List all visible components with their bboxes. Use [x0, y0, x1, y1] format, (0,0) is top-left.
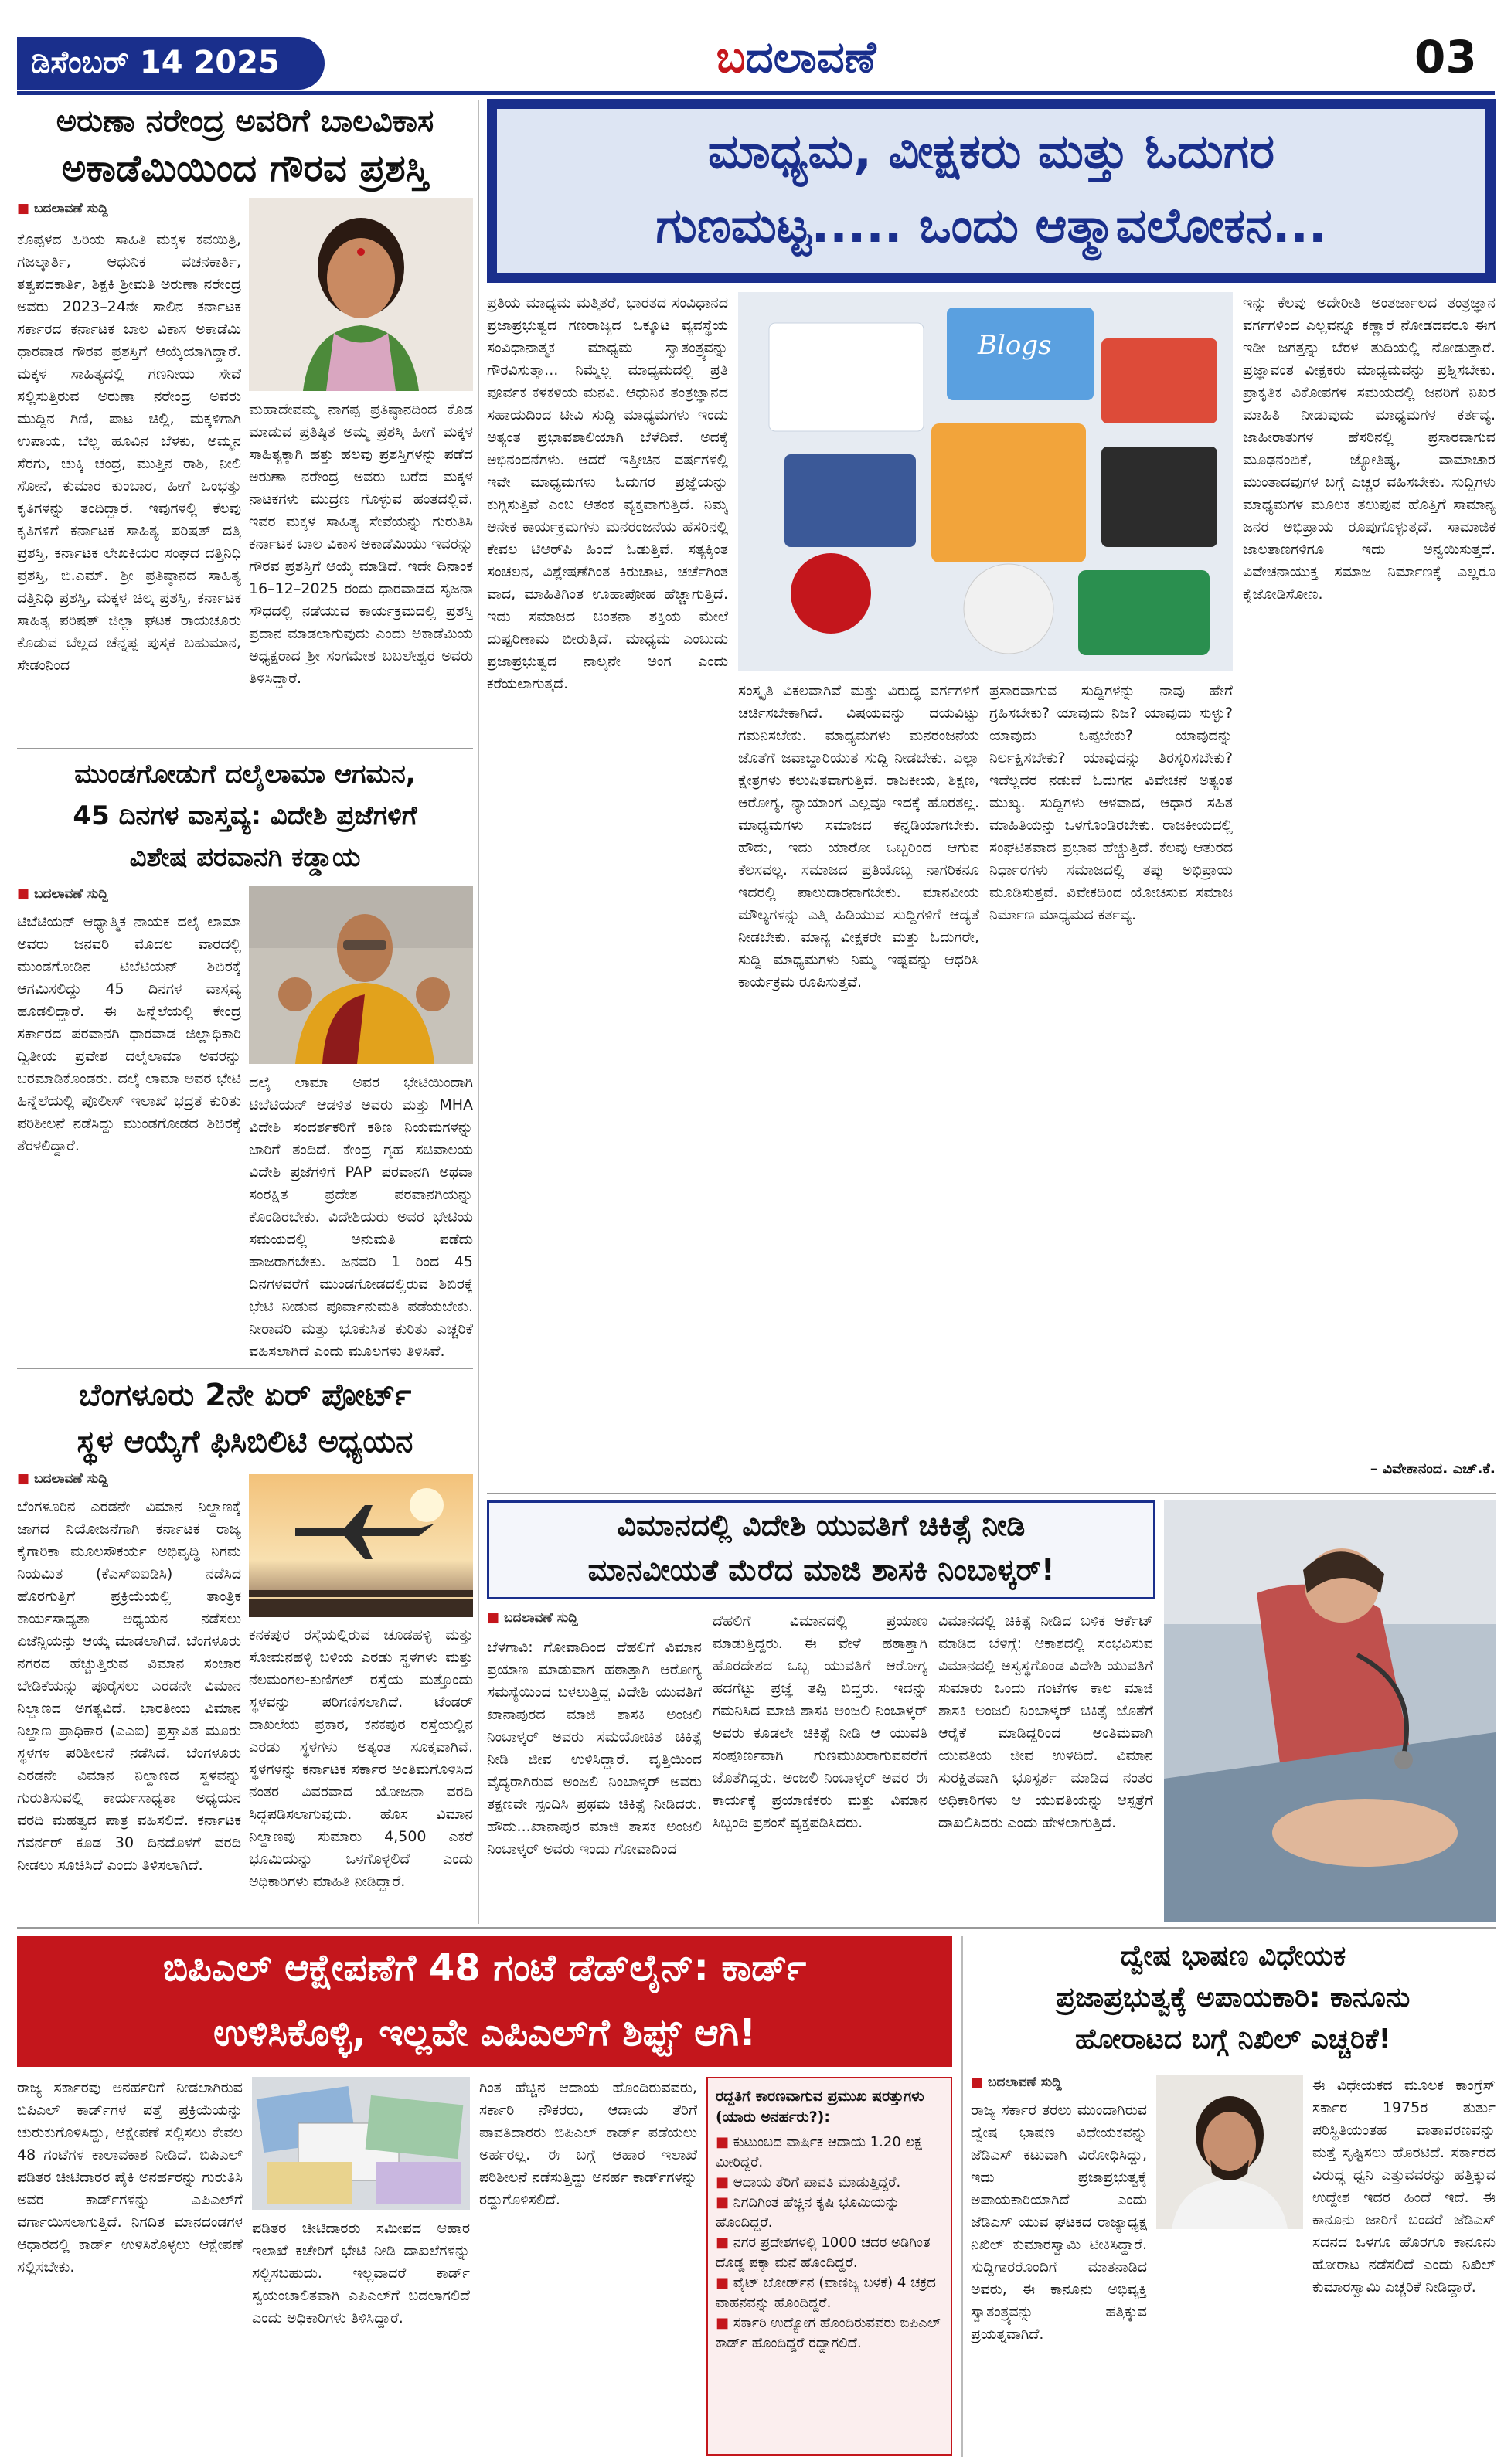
page-number: 03 — [1414, 31, 1477, 83]
dalailama-byline: ■ ಬದಲಾವಣೆ ಸುದ್ದಿ — [17, 886, 108, 902]
logo-rest: ದಲಾವಣೆ — [745, 32, 876, 83]
masthead-rule — [17, 91, 1495, 95]
dalailama-headline-3: ವಿಶೇಷ ಪರವಾನಗಿ ಕಡ್ಡಾಯ — [129, 842, 361, 873]
media-headline-2: ಗುಣಮಟ್ಟ..... ಒಂದು ಆತ್ಮಾವಲೋಕನ... — [655, 197, 1327, 253]
divider-dalailama-airport — [17, 1368, 473, 1369]
dalailama-headline-1: ಮುಂಡಗೋಡುಗೆ ದಲೈಲಾಮಾ ಆಗಮನ, — [74, 759, 416, 790]
media-col-1: ಪ್ರತಿಯ ಮಾಧ್ಯಮ ಮತ್ತಿತರೆ, ಭಾರತದ ಸಂವಿಧಾನದ ಪ್ರಜಾಪ್ರಭುತ್ವದ ಗಣರಾಜ್ಯದ ಒಕ್ಕೂಟ ವ್ಯವಸ್ಥೆಯ ಸಂವಿಧಾನಾತ್ಮಕ ಮಾಧ್ಯಮ ಸ್ವಾತಂತ್ರ್ಯವನ್ನು ಗೌರವಿಸುತ್ತಾ... ನಿಮ್ಮೆಲ್ಲ ಮಾಧ್ಯಮದಲ್ಲಿ ಪ್ರತಿ ಪೂರ್ವಕ ಕಳಕಳಿಯ ಮನವಿ. ಆಧುನಿಕ ತಂತ್ರಜ್ಞಾನದ ಸಹಾಯದಿಂದ ಟೀವಿ ಸುದ್ದಿ ಮಾಧ್ಯಮಗಳು ಇಂದು ಅತ್ಯಂತ ಪ್ರಭಾವಶಾಲಿಯಾಗಿ ಬೆಳೆದಿವೆ. ಅದಕ್ಕೆ ಅಭಿನಂದನೆಗಳು. ಆದರೆ ಇತ್ತೀಚಿನ ವರ್ಷಗಳಲ್ಲಿ ಇವೇ ಮಾಧ್ಯಮಗಳು ಓದುಗರ ಪ್ರಜ್ಞೆಯನ್ನು ಕುಗ್ಗಿಸುತ್ತಿವೆ ಎಂಬ ಆತಂಕ ವ್ಯಕ್ತವಾಗುತ್ತಿದೆ. ನಿಮ್ಮ ಅನೇಕ ಕಾರ್ಯಕ್ರಮಗಳು ಮನರಂಜನೆಯ ಹೆಸರಿನಲ್ಲಿ ಕೇವಲ ಟಿಆರ್‌ಪಿ ಹಿಂದೆ ಓಡುತ್ತಿವೆ. ಸತ್ಯಕ್ಕಿಂತ ಸಂಚಲನ, ವಿಶ್ಲೇಷಣೆಗಿಂತ ಕಿರುಚಾಟ, ಚರ್ಚೆಗಿಂತ ವಾದ, ಮಾಹಿತಿಗಿಂತ ಊಹಾಪೋಹ ಹೆಚ್ಚಾಗುತ್ತಿದೆ. ಇದು ಸಮಾಜದ ಚಿಂತನಾ ಶಕ್ತಿಯ ಮೇಲೆ ದುಷ್ಪರಿಣಾಮ ಬೀರುತ್ತಿದೆ. ಮಾಧ್ಯಮ ಎಂಬುದು ಪ್ರಜಾಪ್ರಭುತ್ವದ ನಾಲ್ಕನೇ ಅಂಗ ಎಂದು ಕರೆಯಲಾಗುತ್ತದೆ. — [487, 294, 728, 692]
date-banner — [17, 37, 325, 90]
bpl-box-item: ■ ನಗರ ಪ್ರದೇಶಗಳಲ್ಲಿ 1000 ಚದರ ಅಡಿಗಿಂತ ದೊಡ್ಡ ಪಕ್ಕಾ ಮನೆ ಹೊಂದಿದ್ದರೆ. — [716, 2235, 931, 2271]
bpl-box-item: ■ ಆದಾಯ ತೆರಿಗೆ ಪಾವತಿ ಮಾಡುತ್ತಿದ್ದರೆ. — [716, 2174, 901, 2190]
hate-speech-story — [971, 1936, 1496, 2457]
hate-col-1: ರಾಜ್ಯ ಸರ್ಕಾರ ತರಲು ಮುಂದಾಗಿರುವ ದ್ವೇಷ ಭಾಷಣ ವಿಧೇಯಕವನ್ನು ಜೆಡಿಎಸ್ ಕಟುವಾಗಿ ವಿರೋಧಿಸಿದ್ದು, ಇದು ಪ್ರಜಾಪ್ರಭುತ್ವಕ್ಕೆ ಅಪಾಯಕಾರಿಯಾಗಿದೆ ಎಂದು ಜೆಡಿಎಸ್ ಯುವ ಘಟಕದ ರಾಜ್ಯಾಧ್ಯಕ್ಷ ನಿಖಿಲ್ ಕುಮಾರಸ್ವಾಮಿ ಟೀಕಿಸಿದ್ದಾರೆ. ಸುದ್ದಿಗಾರರೊಂದಿಗೆ ಮಾತನಾಡಿದ ಅವರು, ಈ ಕಾನೂನು ಅಭಿವ್ಯಕ್ತಿ ಸ್ವಾತಂತ್ರ್ಯವನ್ನು ಹತ್ತಿಕ್ಕುವ ಪ್ರಯತ್ನವಾಗಿದೆ. — [971, 2102, 1147, 2343]
airport-story — [17, 1372, 473, 1919]
media-col-2: ಸಂಸ್ಕೃತಿ ವಿಕಲವಾಗಿವೆ ಮತ್ತು ವಿರುದ್ಧ ವರ್ಗಗಳಿಗೆ ಚರ್ಚಿಸಬೇಕಾಗಿದೆ. ವಿಷಯವನ್ನು ದಯವಿಟ್ಟು ಗಮನಿಸಬೇಕು. ಮಾಧ್ಯಮಗಳು ಮನರಂಜನೆಯ ಜೊತೆಗೆ ಜವಾಬ್ದಾರಿಯುತ ಸುದ್ದಿ ನೀಡಬೇಕು. ಎಲ್ಲಾ ಕ್ಷೇತ್ರಗಳು ಕಲುಷಿತವಾಗುತ್ತಿವೆ. ರಾಜಕೀಯ, ಶಿಕ್ಷಣ, ಆರೋಗ್ಯ, ನ್ಯಾಯಾಂಗ ಎಲ್ಲವೂ ಇದಕ್ಕೆ ಹೊರತಲ್ಲ. ಮಾಧ್ಯಮಗಳು ಸಮಾಜದ ಕನ್ನಡಿಯಾಗಬೇಕು. ಹೌದು, ಇದು ಯಾರೋ ಒಬ್ಬರಿಂದ ಆಗುವ ಕೆಲಸವಲ್ಲ. ಸಮಾಜದ ಪ್ರತಿಯೊಬ್ಬ ನಾಗರಿಕನೂ ಇದರಲ್ಲಿ ಪಾಲುದಾರನಾಗಬೇಕು. ಮಾನವೀಯ ಮೌಲ್ಯಗಳನ್ನು ಎತ್ತಿ ಹಿಡಿಯುವ ಸುದ್ದಿಗಳಿಗೆ ಆದ್ಯತೆ ನೀಡಬೇಕು. ಮಾನ್ಯ ವೀಕ್ಷಕರೇ ಮತ್ತು ಓದುಗರೇ, ಸುದ್ದಿ ಮಾಧ್ಯಮಗಳು ನಿಮ್ಮ ಇಷ್ಟವನ್ನು ಆಧರಿಸಿ ಕಾರ್ಯಕ್ರಮ ರೂಪಿಸುತ್ತವೆ. — [738, 682, 979, 991]
hate-headline-1: ದ್ವೇಷ ಭಾಷಣ ವಿಧೇಯಕ — [1120, 1940, 1346, 1972]
airport-col-1: ಬೆಂಗಳೂರಿನ ಎರಡನೇ ವಿಮಾನ ನಿಲ್ದಾಣಕ್ಕೆ ಜಾಗದ ನಿಯೋಜನೆಗಾಗಿ ಕರ್ನಾಟಕ ರಾಜ್ಯ ಕೈಗಾರಿಕಾ ಮೂಲಸೌಕರ್ಯ ಅಭಿವೃದ್ಧಿ ನಿಗಮ ನಿಯಮಿತ (ಕೆಎಸ್‌ಐಐಡಿಸಿ) ನಡೆಸಿದ ಹೊರಗುತ್ತಿಗೆ ಪ್ರಕ್ರಿಯೆಯಲ್ಲಿ ತಾಂತ್ರಿಕ ಕಾರ್ಯಸಾಧ್ಯತಾ ಅಧ್ಯಯನ ನಡೆಸಲು ಏಜೆನ್ಸಿಯನ್ನು ಆಯ್ಕೆ ಮಾಡಲಾಗಿದೆ. ಬೆಂಗಳೂರು ನಗರದ ಹೆಚ್ಚುತ್ತಿರುವ ವಿಮಾನ ಸಂಚಾರ ಬೇಡಿಕೆಯನ್ನು ಪೂರೈಸಲು ಎರಡನೇ ವಿಮಾನ ನಿಲ್ದಾಣದ ಅಗತ್ಯವಿದೆ. ಭಾರತೀಯ ವಿಮಾನ ನಿಲ್ದಾಣ ಪ್ರಾಧಿಕಾರ (ಎಎಐ) ಪ್ರಸ್ತಾವಿತ ಮೂರು ಸ್ಥಳಗಳ ಪರಿಶೀಲನೆ ನಡೆಸಿದೆ. ಬೆಂಗಳೂರು ಎರಡನೇ ವಿಮಾನ ನಿಲ್ದಾಣದ ಸ್ಥಳವನ್ನು ಗುರುತಿಸುವಲ್ಲಿ ಕಾರ್ಯಸಾಧ್ಯತಾ ಅಧ್ಯಯನ ವರದಿ ಮಹತ್ವದ ಪಾತ್ರ ವಹಿಸಲಿದೆ. ಕರ್ನಾಟಕ ಗವರ್ನರ್ ಕೂಡ 30 ದಿನದೊಳಗೆ ವರದಿ ನೀಡಲು ಸೂಚಿಸಿದೆ ಎಂದು ತಿಳಿಸಲಾಗಿದೆ. — [17, 1498, 241, 1874]
flight-treatment-photo — [1164, 1500, 1496, 1922]
dalailama-col-2: ದಲೈ ಲಾಮಾ ಅವರ ಭೇಟಿಯಿಂದಾಗಿ ಟಿಬೆಟಿಯನ್ ಆಡಳಿತ ಅವರು ಮತ್ತು MHA ವಿದೇಶಿ ಸಂದರ್ಶಕರಿಗೆ ಕಠಿಣ ನಿಯಮಗಳನ್ನು ಜಾರಿಗೆ ತಂದಿದೆ. ಕೇಂದ್ರ ಗೃಹ ಸಚಿವಾಲಯ ವಿದೇಶಿ ಪ್ರಜೆಗಳಿಗೆ PAP ಪರವಾನಗಿ ಅಥವಾ ಸಂರಕ್ಷಿತ ಪ್ರದೇಶ ಪರವಾನಗಿಯನ್ನು ಕೊಂಡಿರಬೇಕು. ವಿದೇಶಿಯರು ಅವರ ಭೇಟಿಯ ಸಮಯದಲ್ಲಿ ಅನುಮತಿ ಪಡೆದು ಹಾಜರಾಗಬೇಕು. ಜನವರಿ 1 ರಿಂದ 45 ದಿನಗಳವರೆಗೆ ಮುಂಡಗೋಡದಲ್ಲಿರುವ ಶಿಬಿರಕ್ಕೆ ಭೇಟಿ ನೀಡುವ ಪೂರ್ವಾನುಮತಿ ಪಡೆಯಬೇಕು. ನೀರಾವರಿ ಮತ್ತು ಭೂಕುಸಿತ ಕುರಿತು ಎಚ್ಚರಿಕೆ ವಹಿಸಲಾಗಿದೆ ಎಂದು ಮೂಲಗಳು ತಿಳಿಸಿವೆ. — [249, 1074, 473, 1359]
hate-headline-3: ಹೋರಾಟದ ಬಗ್ಗೆ ನಿಖಿಲ್ ಎಚ್ಚರಿಕೆ! — [1074, 2024, 1392, 2055]
bpl-headline-banner — [17, 1936, 952, 2067]
divider-aruna-dalailama — [17, 748, 473, 749]
bpl-box-item: ■ ವೈಟ್ ಬೋರ್ಡ್‌ನ (ವಾಣಿಜ್ಯ ಬಳಕೆ) 4 ಚಕ್ರದ ವಾಹನವನ್ನು ಹೊಂದಿದ್ದರೆ. — [716, 2275, 936, 2311]
bpl-box-item: ■ ಕುಟುಂಬದ ವಾರ್ಷಿಕ ಆದಾಯ 1.20 ಲಕ್ಷ ಮೀರಿದ್ದರೆ. — [716, 2134, 922, 2170]
media-col-3: ಪ್ರಸಾರವಾಗುವ ಸುದ್ದಿಗಳನ್ನು ನಾವು ಹೇಗೆ ಗ್ರಹಿಸಬೇಕು? ಯಾವುದು ನಿಜ? ಯಾವುದು ಸುಳ್ಳು? ಯಾವುದು ಒಪ್ಪಬೇಕು? ಯಾವುದನ್ನು ನಿರ್ಲಕ್ಷಿಸಬೇಕು? ಯಾವುದನ್ನು ತಿರಸ್ಕರಿಸಬೇಕು? ಇದೆಲ್ಲದರ ನಡುವೆ ಓದುಗನ ವಿವೇಚನೆ ಅತ್ಯಂತ ಮುಖ್ಯ. ಸುದ್ದಿಗಳು ಆಳವಾದ, ಆಧಾರ ಸಹಿತ ಮಾಹಿತಿಯನ್ನು ಒಳಗೊಂಡಿರಬೇಕು. ರಾಜಕೀಯದಲ್ಲಿ ಸಂಘಟಿತವಾದ ಪ್ರಭಾವ ಹೆಚ್ಚುತ್ತಿದೆ. ಕೆಲವು ಆತುರದ ನಿರ್ಧಾರಗಳು ಸಮಾಜದಲ್ಲಿ ತಪ್ಪು ಅಭಿಪ್ರಾಯ ಮೂಡಿಸುತ್ತವೆ. ವಿವೇಕದಿಂದ ಯೋಚಿಸುವ ಸಮಾಜ ನಿರ್ಮಾಣ ಮಾಧ್ಯಮದ ಕರ್ತವ್ಯ. — [989, 682, 1233, 923]
airport-col-2: ಕನಕಪುರ ರಸ್ತೆಯಲ್ಲಿರುವ ಚೂಡಹಳ್ಳಿ ಮತ್ತು ಸೋಮನಹಳ್ಳಿ ಬಳಿಯ ಎರಡು ಸ್ಥಳಗಳು ಮತ್ತು ನೆಲಮಂಗಲ-ಕುಣಿಗಲ್ ರಸ್ತೆಯ ಮತ್ತೊಂದು ಸ್ಥಳವನ್ನು ಪರಿಗಣಿಸಲಾಗಿದೆ. ಟೆಂಡರ್ ದಾಖಲೆಯ ಪ್ರಕಾರ, ಕನಕಪುರ ರಸ್ತೆಯಲ್ಲಿನ ಎರಡು ಸ್ಥಳಗಳು ಅತ್ಯಂತ ಸೂಕ್ತವಾಗಿವೆ. ಸ್ಥಳಗಳನ್ನು ಕರ್ನಾಟಕ ಸರ್ಕಾರ ಅಂತಿಮಗೊಳಿಸಿದ ನಂತರ ವಿವರವಾದ ಯೋಜನಾ ವರದಿ ಸಿದ್ಧಪಡಿಸಲಾಗುವುದು. ಹೊಸ ವಿಮಾನ ನಿಲ್ದಾಣವು ಸುಮಾರು 4,500 ಎಕರೆ ಭೂಮಿಯನ್ನು ಒಳಗೊಳ್ಳಲಿದೆ ಎಂದು ಅಧಿಕಾರಿಗಳು ಮಾಹಿತಿ ನೀಡಿದ್ದಾರೆ. — [249, 1626, 473, 1890]
bpl-headline-1: ಬಿಪಿಎಲ್ ಆಕ್ಷೇಪಣೆಗೆ 48 ಗಂಟೆ ಡೆಡ್‌ಲೈನ್: ಕಾರ್ಡ್ — [162, 1946, 807, 1990]
nimbalkar-headline-box — [487, 1500, 1155, 1599]
aruna-byline: ■ ಬದಲಾವಣೆ ಸುದ್ದಿ — [17, 201, 473, 216]
media-banner — [487, 99, 1496, 283]
date-text: ಡಿಸೆಂಬರ್ 14 2025 — [31, 45, 280, 80]
nimbalkar-col-3: ವಿಮಾನದಲ್ಲಿ ಚಿಕಿತ್ಸೆ ನೀಡಿದ ಬಳಿಕ ಆರ್ಕೆಟ್ ಮಾಡಿದ ಬೆಳಿಗ್ಗೆ: ಆಕಾಶದಲ್ಲಿ ಸಂಭವಿಸುವ ವಿಮಾನದಲ್ಲಿ ಅಸ್ವಸ್ಥಗೊಂಡ ವಿದೇಶಿ ಯುವತಿಗೆ ಸುಮಾರು ಒಂದು ಗಂಟೆಗಳ ಕಾಲ ಮಾಜಿ ಶಾಸಕಿ ಅಂಜಲಿ ನಿಂಬಾಳ್ಕರ್ ಚಿಕಿತ್ಸೆ ಜೊತೆಗೆ ಆರೈಕೆ ಮಾಡಿದ್ದರಿಂದ ಅಂತಿಮವಾಗಿ ಯುವತಿಯ ಜೀವ ಉಳಿದಿದೆ. ವಿಮಾನ ಸುರಕ್ಷಿತವಾಗಿ ಭೂಸ್ಪರ್ಶ ಮಾಡಿದ ನಂತರ ಅಧಿಕಾರಿಗಳು ಆ ಯುವತಿಯನ್ನು ಆಸ್ಪತ್ರೆಗೆ ದಾಖಲಿಸಿದರು ಎಂದು ಹೇಳಲಾಗುತ್ತಿದೆ. — [938, 1613, 1153, 1831]
aruna-portrait-photo — [249, 198, 473, 391]
bpl-col-1: ರಾಜ್ಯ ಸರ್ಕಾರವು ಅನರ್ಹರಿಗೆ ನೀಡಲಾಗಿರುವ ಬಿಪಿಎಲ್ ಕಾರ್ಡ್‌ಗಳ ಪತ್ತೆ ಪ್ರಕ್ರಿಯೆಯನ್ನು ಚುರುಕುಗೊಳಿಸಿದ್ದು, ಆಕ್ಷೇಪಣೆ ಸಲ್ಲಿಸಲು ಕೇವಲ 48 ಗಂಟೆಗಳ ಕಾಲಾವಕಾಶ ನೀಡಿದೆ. ಬಿಪಿಎಲ್ ಪಡಿತರ ಚೀಟಿದಾರರ ಪೈಕಿ ಅನರ್ಹರನ್ನು ಗುರುತಿಸಿ ಅವರ ಕಾರ್ಡ್‌ಗಳನ್ನು ಎಪಿಎಲ್‌ಗೆ ವರ್ಗಾಯಿಸಲಾಗುತ್ತಿದೆ. ನಿಗದಿತ ಮಾನದಂಡಗಳ ಆಧಾರದಲ್ಲಿ ಕಾರ್ಡ್ ಉಳಿಸಿಕೊಳ್ಳಲು ಆಕ್ಷೇಪಣೆ ಸಲ್ಲಿಸಬೇಕು. — [17, 2079, 243, 2275]
media-signature: – ವಿವೇಕಾನಂದ. ಎಚ್.ಕೆ. — [1370, 1460, 1496, 1477]
media-headline-1: ಮಾಧ್ಯಮ, ವೀಕ್ಷಕರು ಮತ್ತು ಓದುಗರ — [707, 123, 1275, 179]
bpl-box-list — [716, 2133, 943, 2354]
ration-cards-photo — [252, 2077, 470, 2210]
aruna-headline-2: ಅಕಾಡೆಮಿಯಿಂದ ಗೌರವ ಪ್ರಶಸ್ತಿ — [61, 147, 429, 190]
aruna-headline-1: ಅರುಣಾ ನರೇಂದ್ರ ಅವರಿಗೆ ಬಾಲವಿಕಾಸ — [56, 104, 434, 139]
divider-left-column — [478, 100, 479, 1924]
bpl-box-item: ■ ನಿಗದಿಗಿಂತ ಹೆಚ್ಚಿನ ಕೃಷಿ ಭೂಮಿಯನ್ನು ಹೊಂದಿದ್ದರೆ. — [716, 2194, 900, 2231]
aruna-col-1: ಕೊಪ್ಪಳದ ಹಿರಿಯ ಸಾಹಿತಿ ಮಕ್ಕಳ ಕವಯಿತ್ರಿ, ಗಜಲ್ಕಾರ್ತಿ, ಆಧುನಿಕ ವಚನಕಾರ್ತಿ, ತತ್ವಪದಕಾರ್ತಿ, ಶಿಕ್ಷಕಿ ಶ್ರೀಮತಿ ಅರುಣಾ ನರೇಂದ್ರ ಅವರು 2023–24ನೇ ಸಾಲಿನ ಕರ್ನಾಟಕ ಸರ್ಕಾರದ ಕರ್ನಾಟಕ ಬಾಲ ವಿಕಾಸ ಅಕಾಡೆಮಿ ಧಾರವಾಡ ಗೌರವ ಪ್ರಶಸ್ತಿಗೆ ಆಯ್ಕೆಯಾಗಿದ್ದಾರೆ. ಮಕ್ಕಳ ಸಾಹಿತ್ಯದಲ್ಲಿ ಗಣನೀಯ ಸೇವೆ ಸಲ್ಲಿಸುತ್ತಿರುವ ಅರುಣಾ ನರೇಂದ್ರ ಅವರು ಮುದ್ದಿನ ಗಿಣಿ, ಪಾಟ ಚಿಲ್ಲಿ, ಮಕ್ಕಳಿಗಾಗಿ ಉಪಾಯ, ಬೆಲ್ಲ ಹೂವಿನ ಬೆಳಕು, ಅಮ್ಮನ ಸೆರಗು, ಚುಕ್ಕಿ ಚಂದ್ರ, ಮುತ್ತಿನ ರಾಶಿ, ನೀಲಿ ಸೋನೆ, ಕುಮಾರ ಕುಂಬಾರ, ಹೀಗೆ ಒಂಭತ್ತು ಕೃತಿಗಳನ್ನು ತಂದಿದ್ದಾರೆ. ಇವುಗಳಲ್ಲಿ ಕೆಲವು ಕೃತಿಗಳಿಗೆ ಕರ್ನಾಟಕ ಸಾಹಿತ್ಯ ಪರಿಷತ್ ದತ್ತಿ ಪ್ರಶಸ್ತಿ, ಕರ್ನಾಟಕ ಲೇಖಕಿಯರ ಸಂಘದ ದತ್ತಿನಿಧಿ ಪ್ರಶಸ್ತಿ, ಬಿ.ಎಮ್. ಶ್ರೀ ಪ್ರತಿಷ್ಠಾನದ ಸಾಹಿತ್ಯ ದತ್ತಿನಿಧಿ ಪ್ರಶಸ್ತಿ, ಮಕ್ಕಳ ಚಿಲ್ಕ ಪ್ರಶಸ್ತಿ, ಕರ್ನಾಟಕ ಸಾಹಿತ್ಯ ಪರಿಷತ್ ಜಿಲ್ಲಾ ಘಟಕ ರಾಯಚೂರು ಕೊಡುವ ಬೆಲ್ಲದ ಚೆನ್ನಪ್ಪ ಪುಸ್ತಕ ಬಹುಮಾನ, ಸೇಡಂನಿಂದ — [17, 231, 241, 674]
nikhil-portrait-photo — [1156, 2075, 1303, 2229]
bpl-criteria-box — [706, 2077, 952, 2456]
media-col-4: ಇನ್ನು ಕೆಲವು ಅದೇರೀತಿ ಅಂತರ್ಜಾಲದ ತಂತ್ರಜ್ಞಾನ ವರ್ಗಗಳಿಂದ ಎಲ್ಲವನ್ನೂ ಕಣ್ಣಾರೆ ನೋಡದವರೂ ಈಗ ಇಡೀ ಜಗತ್ತನ್ನು ಬೆರಳ ತುದಿಯಲ್ಲಿ ನೋಡುತ್ತಾರೆ. ಪ್ರಜ್ಞಾವಂತ ವೀಕ್ಷಕರು ಮಾಧ್ಯಮವನ್ನು ಪ್ರಶ್ನಿಸಬೇಕು. ಪ್ರಾಕೃತಿಕ ವಿಕೋಪಗಳ ಸಮಯದಲ್ಲಿ ಜನರಿಗೆ ನಿಖರ ಮಾಹಿತಿ ನೀಡುವುದು ಮಾಧ್ಯಮಗಳ ಕರ್ತವ್ಯ. ಜಾಹೀರಾತುಗಳ ಹೆಸರಿನಲ್ಲಿ ಪ್ರಸಾರವಾಗುವ ಮೂಢನಂಬಿಕೆ, ಜ್ಯೋತಿಷ್ಯ, ವಾಮಾಚಾರ ಮುಂತಾದವುಗಳ ಬಗ್ಗೆ ಎಚ್ಚರ ವಹಿಸಬೇಕು. ಸುದ್ದಿಗಳು ಮಾಧ್ಯಮಗಳ ಮೂಲಕ ತಲುಪುವ ಹೊತ್ತಿಗೆ ಸಾಮಾನ್ಯ ಜನರ ಅಭಿಪ್ರಾಯ ರೂಪುಗೊಳ್ಳುತ್ತದೆ. ಸಾಮಾಜಿಕ ಜಾಲತಾಣಗಳಿಗೂ ಇದು ಅನ್ವಯಿಸುತ್ತದೆ. ವಿವೇಚನಾಯುಕ್ತ ಸಮಾಜ ನಿರ್ಮಾಣಕ್ಕೆ ಎಲ್ಲರೂ ಕೈಜೋಡಿಸೋಣ. — [1243, 294, 1496, 603]
aruna-col-2: ಮಹಾದೇವಮ್ಮ ನಾಗಪ್ಪ ಪ್ರತಿಷ್ಠಾನದಿಂದ ಕೊಡ ಮಾಡುವ ಪ್ರತಿಷ್ಠಿತ ಅಮ್ಮ ಪ್ರಶಸ್ತಿ ಹೀಗೆ ಮಕ್ಕಳ ಸಾಹಿತ್ಯಕ್ಕಾಗಿ ಹತ್ತು ಹಲವು ಪ್ರಶಸ್ತಿಗಳನ್ನು ಪಡೆದ ಅರುಣಾ ನರೇಂದ್ರ ಅವರು ಬರೆದ ಮಕ್ಕಳ ನಾಟಕಗಳು ಮುದ್ರಣ ಗೊಳ್ಳುವ ಹಂತದಲ್ಲಿವೆ. ಇವರ ಮಕ್ಕಳ ಸಾಹಿತ್ಯ ಸೇವೆಯನ್ನು ಗುರುತಿಸಿ ಕರ್ನಾಟಕ ಬಾಲ ವಿಕಾಸ ಅಕಾಡೆಮಿಯು ಇವರನ್ನು ಗೌರವ ಪ್ರಶಸ್ತಿಗೆ ಆಯ್ಕೆ ಮಾಡಿದೆ. ಇದೇ ದಿನಾಂಕ 16–12–2025 ರಂದು ಧಾರವಾಡದ ಸೃಜನಾ ಸೌಧದಲ್ಲಿ ನಡೆಯುವ ಕಾರ್ಯಕ್ರಮದಲ್ಲಿ ಪ್ರಶಸ್ತಿ ಪ್ರದಾನ ಮಾಡಲಾಗುವುದು ಎಂದು ಅಕಾಡೆಮಿಯ ಅಧ್ಯಕ್ಷರಾದ ಶ್ರೀ ಸಂಗಮೇಶ ಬಬಲೇಶ್ವರ ಅವರು ತಿಳಿಸಿದ್ದಾರೆ. — [249, 401, 473, 687]
divider-media-nimbalkar — [487, 1493, 1496, 1494]
blogs-photo-label: Blogs — [978, 330, 1052, 361]
dalailama-headline-2: 45 ದಿನಗಳ ವಾಸ್ತವ್ಯ: ವಿದೇಶಿ ಪ್ರಜೆಗಳಿಗೆ — [73, 800, 417, 831]
bpl-box-item: ■ ಸರ್ಕಾರಿ ಉದ್ಯೋಗ ಹೊಂದಿರುವವರು ಬಿಪಿಎಲ್ ಕಾರ್ಡ್ ಹೊಂದಿದ್ದರೆ ರದ್ದಾಗಲಿದೆ. — [716, 2315, 941, 2351]
airport-headline-1: ಬೆಂಗಳೂರು 2ನೇ ಏರ್ ಪೋರ್ಟ್ — [78, 1378, 412, 1413]
divider-upper-lower — [17, 1927, 1496, 1929]
airport-byline: ■ ಬದಲಾವಣೆ ಸುದ್ದಿ — [17, 1471, 108, 1487]
nimbalkar-headline-1: ವಿಮಾನದಲ್ಲಿ ವಿದೇಶಿ ಯುವತಿಗೆ ಚಿಕಿತ್ಸೆ ನೀಡಿ — [617, 1508, 1026, 1542]
newspaper-logo — [672, 32, 920, 87]
divider-bpl-hate — [961, 1936, 963, 2457]
hate-col-1b — [1156, 2238, 1303, 2455]
social-media-photo — [738, 292, 1233, 671]
nimbalkar-headline-2: ಮಾನವೀಯತೆ ಮೆರೆದ ಮಾಜಿ ಶಾಸಕಿ ನಿಂಬಾಳ್ಕರ್! — [587, 1553, 1055, 1587]
aruna-story — [17, 99, 473, 744]
logo-first-letter: ಬ — [716, 32, 746, 83]
masthead — [0, 0, 1511, 85]
airplane-photo — [249, 1474, 473, 1617]
nimbalkar-byline: ■ ಬದಲಾವಣೆ ಸುದ್ದಿ — [487, 1610, 578, 1626]
bpl-col-3: ಗಿಂತ ಹೆಚ್ಚಿನ ಆದಾಯ ಹೊಂದಿರುವವರು, ಸರ್ಕಾರಿ ನೌಕರರು, ಆದಾಯ ತೆರಿಗೆ ಪಾವತಿದಾರರು ಬಿಪಿಎಲ್ ಕಾರ್ಡ್ ಪಡೆಯಲು ಅರ್ಹರಲ್ಲ. ಈ ಬಗ್ಗೆ ಆಹಾರ ಇಲಾಖೆ ಪರಿಶೀಲನೆ ನಡೆಸುತ್ತಿದ್ದು ಅನರ್ಹ ಕಾರ್ಡ್‌ಗಳನ್ನು ರದ್ದುಗೊಳಿಸಲಿದೆ. — [479, 2079, 697, 2208]
bpl-headline-2: ಉಳಿಸಿಕೊಳ್ಳಿ, ಇಲ್ಲವೇ ಎಪಿಎಲ್‌ಗೆ ಶಿಫ್ಟ್ ಆಗಿ! — [213, 2011, 756, 2054]
dalailama-photo — [249, 886, 473, 1064]
hate-col-2: ಈ ವಿಧೇಯಕದ ಮೂಲಕ ಕಾಂಗ್ರೆಸ್ ಸರ್ಕಾರ 1975ರ ತುರ್ತು ಪರಿಸ್ಥಿತಿಯಂತಹ ವಾತಾವರಣವನ್ನು ಮತ್ತೆ ಸೃಷ್ಟಿಸಲು ಹೊರಟಿದೆ. ಸರ್ಕಾರದ ವಿರುದ್ಧ ಧ್ವನಿ ಎತ್ತುವವರನ್ನು ಹತ್ತಿಕ್ಕುವ ಉದ್ದೇಶ ಇದರ ಹಿಂದೆ ಇದೆ. ಈ ಕಾನೂನು ಜಾರಿಗೆ ಬಂದರೆ ಜೆಡಿಎಸ್ ಸದನದ ಒಳಗೂ ಹೊರಗೂ ಕಾನೂನು ಹೋರಾಟ ನಡೆಸಲಿದೆ ಎಂದು ನಿಖಿಲ್ ಕುಮಾರಸ್ವಾಮಿ ಎಚ್ಚರಿಕೆ ನೀಡಿದ್ದಾರೆ. — [1312, 2077, 1496, 2296]
dalailama-col-1: ಟಿಬೆಟಿಯನ್ ಆಧ್ಯಾತ್ಮಿಕ ನಾಯಕ ದಲೈ ಲಾಮಾ ಅವರು ಜನವರಿ ಮೊದಲ ವಾರದಲ್ಲಿ ಮುಂಡಗೋಡಿನ ಟಿಬೆಟಿಯನ್ ಶಿಬಿರಕ್ಕೆ ಆಗಮಿಸಲಿದ್ದು 45 ದಿನಗಳ ವಾಸ್ತವ್ಯ ಹೂಡಲಿದ್ದಾರೆ. ಈ ಹಿನ್ನೆಲೆಯಲ್ಲಿ ಕೇಂದ್ರ ಸರ್ಕಾರದ ಪರವಾನಗಿ ಧಾರವಾಡ ಜಿಲ್ಲಾಧಿಕಾರಿ ದ್ವಿತೀಯ ಪ್ರವೇಶ ದಲೈಲಾಮಾ ಅವರನ್ನು ಬರಮಾಡಿಕೊಂಡರು. ದಲೈ ಲಾಮಾ ಅವರ ಭೇಟಿ ಹಿನ್ನೆಲೆಯಲ್ಲಿ ಪೊಲೀಸ್ ಇಲಾಖೆ ಭದ್ರತೆ ಕುರಿತು ಪರಿಶೀಲನೆ ನಡೆಸಿದ್ದು ಮುಂಡಗೋಡದ ಶಿಬಿರಕ್ಕೆ ತೆರಳಲಿದ್ದಾರೆ. — [17, 913, 241, 1154]
bpl-col-2: ಪಡಿತರ ಚೀಟಿದಾರರು ಸಮೀಪದ ಆಹಾರ ಇಲಾಖೆ ಕಚೇರಿಗೆ ಭೇಟಿ ನೀಡಿ ದಾಖಲೆಗಳನ್ನು ಸಲ್ಲಿಸಬಹುದು. ಇಲ್ಲವಾದರೆ ಕಾರ್ಡ್ ಸ್ವಯಂಚಾಲಿತವಾಗಿ ಎಪಿಎಲ್‌ಗೆ ಬದಲಾಗಲಿದೆ ಎಂದು ಅಧಿಕಾರಿಗಳು ತಿಳಿಸಿದ್ದಾರೆ. — [252, 2220, 470, 2326]
hate-byline: ■ ಬದಲಾವಣೆ ಸುದ್ದಿ — [971, 2075, 1062, 2090]
hate-headline-2: ಪ್ರಜಾಪ್ರಭುತ್ವಕ್ಕೆ ಅಪಾಯಕಾರಿ: ಕಾನೂನು — [1056, 1982, 1411, 2014]
nimbalkar-col-2: ದೆಹಲಿಗೆ ವಿಮಾನದಲ್ಲಿ ಪ್ರಯಾಣ ಮಾಡುತ್ತಿದ್ದರು. ಈ ವೇಳೆ ಹಠಾತ್ತಾಗಿ ಹೊರದೇಶದ ಒಬ್ಬ ಯುವತಿಗೆ ಆರೋಗ್ಯ ಹದಗೆಟ್ಟು ಪ್ರಜ್ಞೆ ತಪ್ಪಿ ಬಿದ್ದರು. ಇದನ್ನು ಗಮನಿಸಿದ ಮಾಜಿ ಶಾಸಕಿ ಅಂಜಲಿ ನಿಂಬಾಳ್ಕರ್ ಅವರು ಕೂಡಲೇ ಚಿಕಿತ್ಸೆ ನೀಡಿ ಆ ಯುವತಿ ಸಂಪೂರ್ಣವಾಗಿ ಗುಣಮುಖರಾಗುವವರೆಗೆ ಜೊತೆಗಿದ್ದರು. ಅಂಜಲಿ ನಿಂಬಾಳ್ಕರ್ ಅವರ ಈ ಕಾರ್ಯಕ್ಕೆ ಪ್ರಯಾಣಿಕರು ಮತ್ತು ವಿಮಾನ ಸಿಬ್ಬಂದಿ ಪ್ರಶಂಸೆ ವ್ಯಕ್ತಪಡಿಸಿದರು. — [713, 1613, 927, 1831]
airport-headline-2: ಸ್ಥಳ ಆಯ್ಕೆಗೆ ಫಿಸಿಬಿಲಿಟಿ ಅಧ್ಯಯನ — [77, 1424, 413, 1460]
nimbalkar-col-1: ಬೆಳಗಾವಿ: ಗೋವಾದಿಂದ ದೆಹಲಿಗೆ ವಿಮಾನ ಪ್ರಯಾಣ ಮಾಡುವಾಗ ಹಠಾತ್ತಾಗಿ ಆರೋಗ್ಯ ಸಮಸ್ಯೆಯಿಂದ ಬಳಲುತ್ತಿದ್ದ ವಿದೇಶಿ ಯುವತಿಗೆ ಖಾನಾಪುರದ ಮಾಜಿ ಶಾಸಕಿ ಅಂಜಲಿ ನಿಂಬಾಳ್ಕರ್ ಅವರು ಸಮಯೋಚಿತ ಚಿಕಿತ್ಸೆ ನೀಡಿ ಜೀವ ಉಳಿಸಿದ್ದಾರೆ. ವೃತ್ತಿಯಿಂದ ವೈದ್ಯರಾಗಿರುವ ಅಂಜಲಿ ನಿಂಬಾಳ್ಕರ್ ಅವರು ತಕ್ಷಣವೇ ಸ್ಪಂದಿಸಿ ಪ್ರಥಮ ಚಿಕಿತ್ಸೆ ನೀಡಿದರು. ಹೌದು...ಖಾನಾಪುರ ಮಾಜಿ ಶಾಸಕ ಅಂಜಲಿ ನಿಂಬಾಳ್ಕರ್ ಅವರು ಇಂದು ಗೋವಾದಿಂದ — [487, 1639, 702, 1857]
bpl-box-title: ರದ್ದತಿಗೆ ಕಾರಣವಾಗುವ ಪ್ರಮುಖ ಷರತ್ತುಗಳು (ಯಾರು ಅನರ್ಹರು?): — [716, 2088, 924, 2126]
dalailama-story — [17, 753, 473, 1364]
